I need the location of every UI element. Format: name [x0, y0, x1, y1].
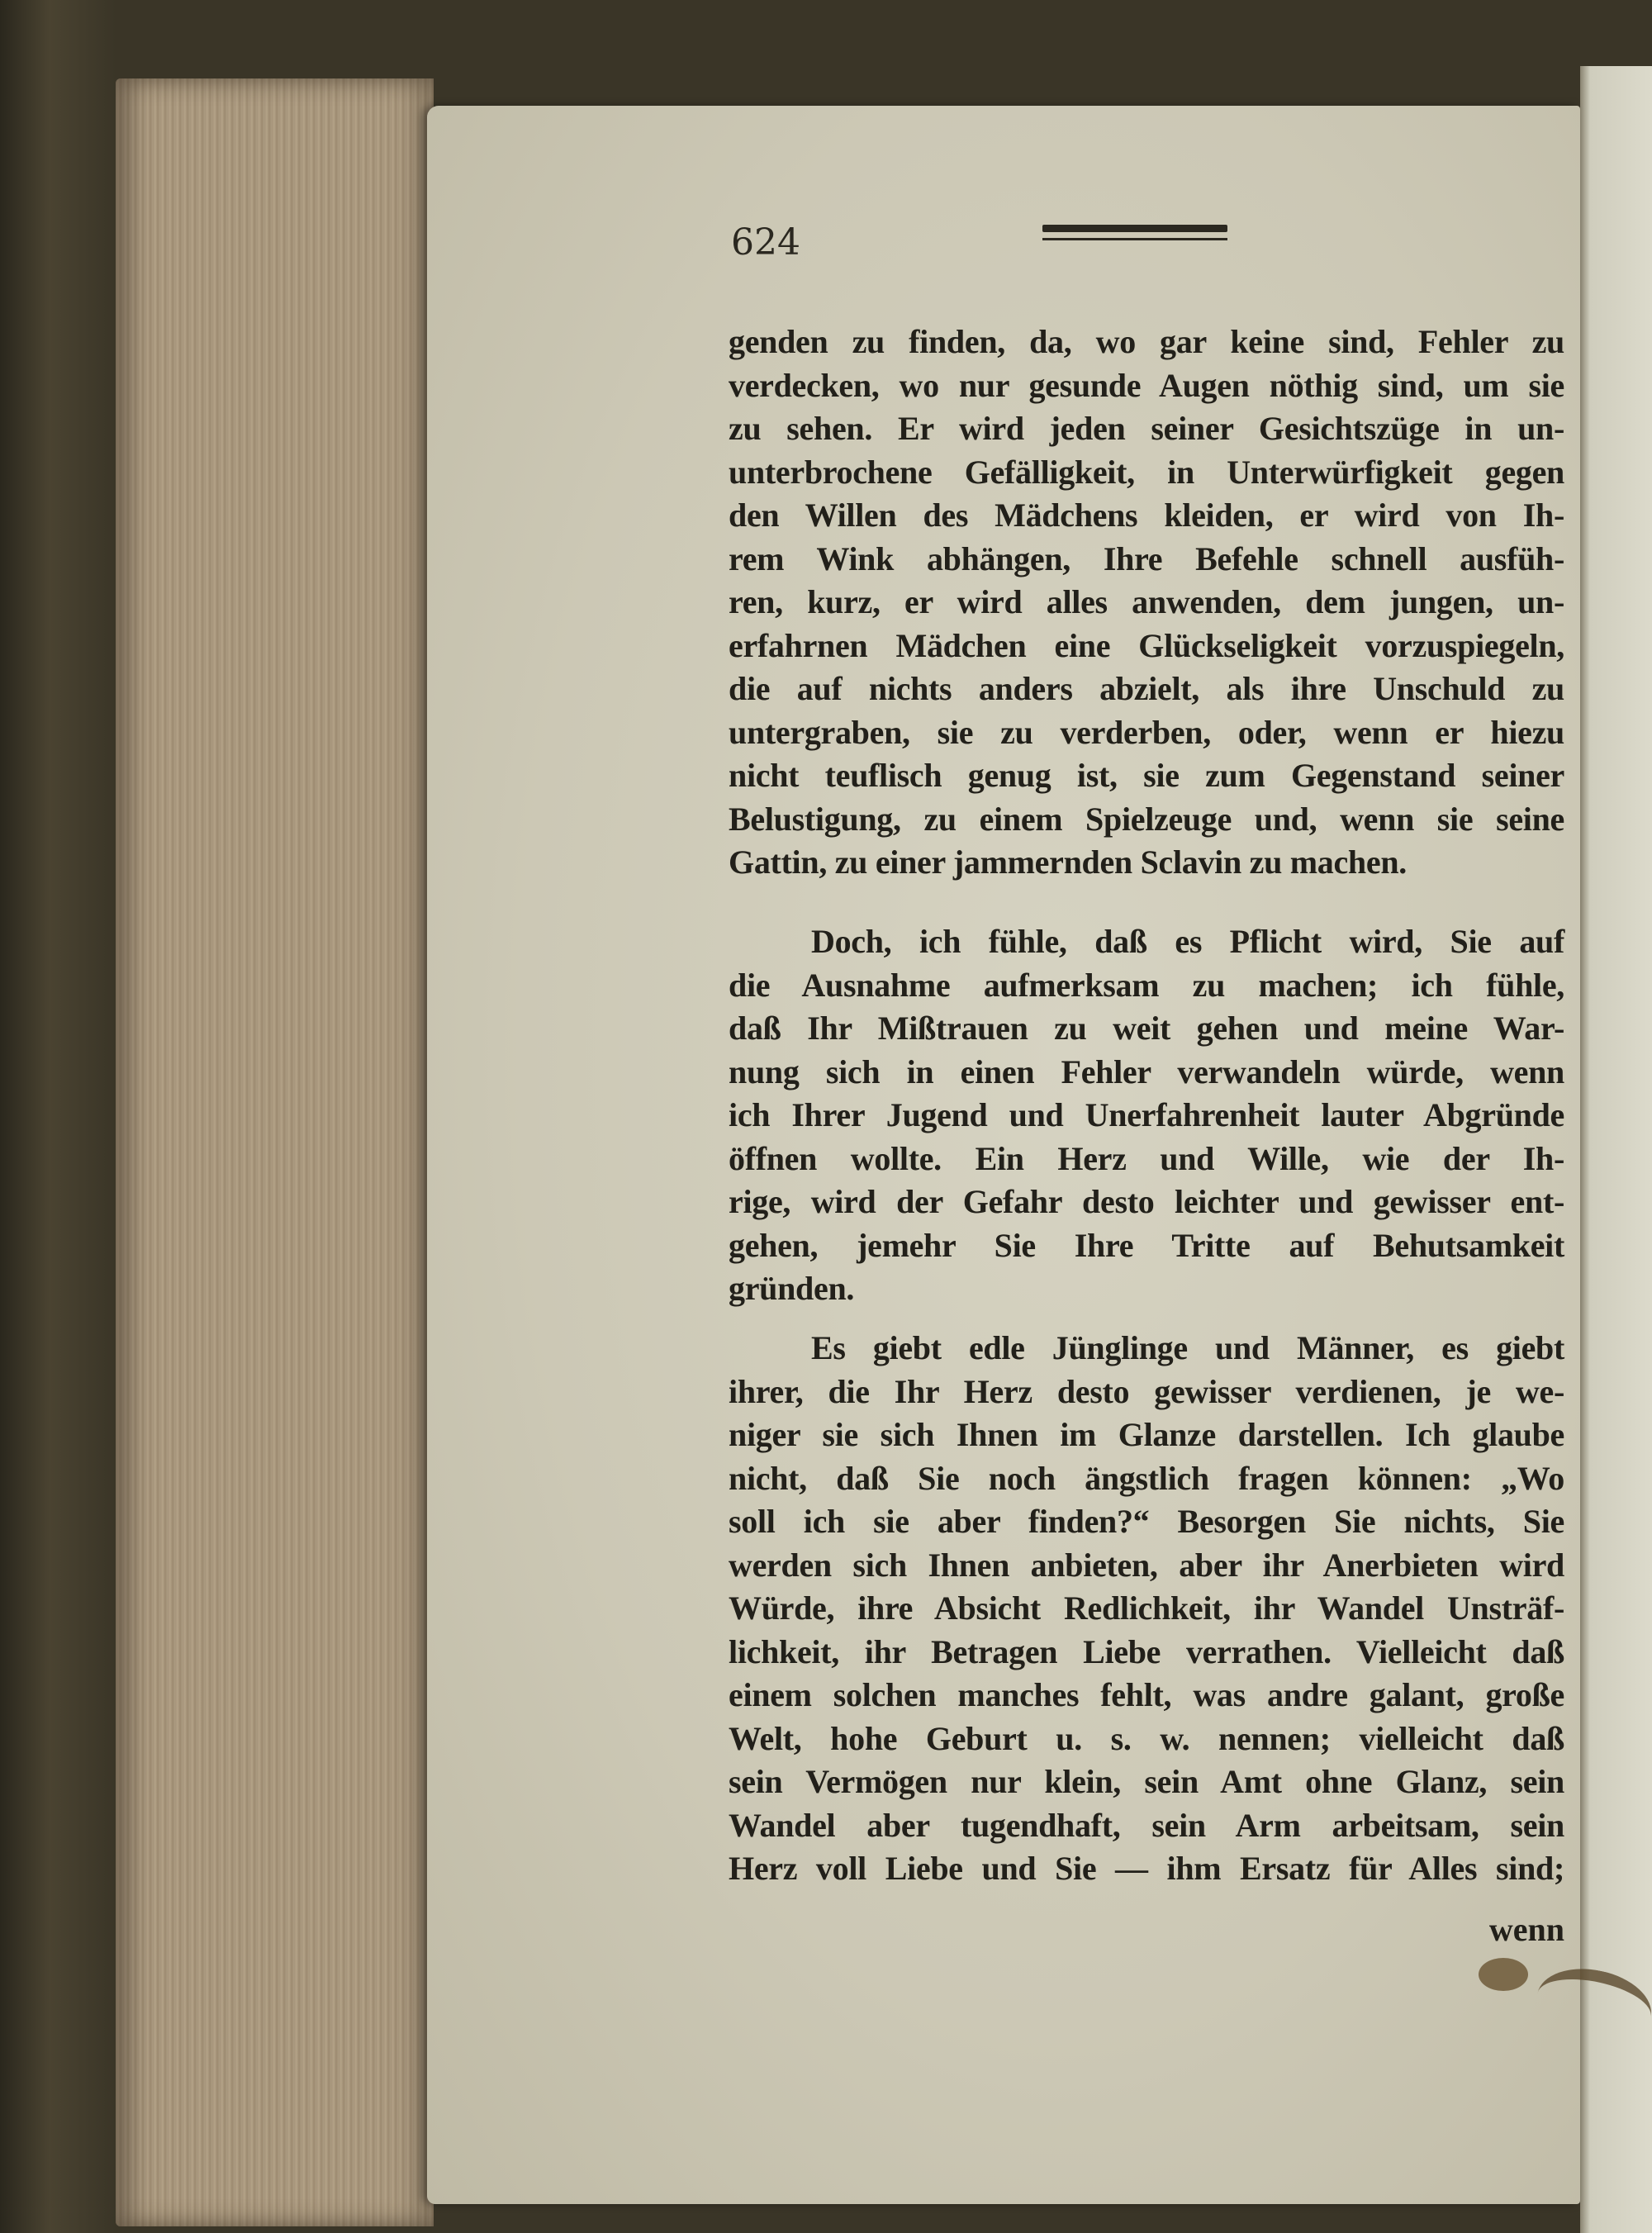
- text-line: untergraben, sie zu verderben, oder, wenn er hiezu: [729, 713, 1564, 751]
- text-line: rem Wink abhängen, Ihre Befehle schnell ausfüh-: [729, 539, 1564, 577]
- ink-stain: [1479, 1958, 1528, 1991]
- text-line: ihrer, die Ihr Herz desto gewisser verdienen, je we-: [729, 1372, 1564, 1410]
- text-line: Welt, hohe Geburt u. s. w. nennen; vielleicht daß: [729, 1719, 1564, 1757]
- text-line: genden zu finden, da, wo gar keine sind, Fehler zu: [729, 323, 1564, 360]
- facing-page-edge: [1580, 66, 1652, 2233]
- text-line: gehen, jemehr Sie Ihre Tritte auf Behutsamkeit: [729, 1226, 1564, 1264]
- text-line: Belustigung, zu einem Spielzeuge und, wenn sie seine: [729, 800, 1564, 838]
- text-line: gründen.: [729, 1270, 855, 1307]
- paragraph-1: [729, 321, 1564, 885]
- book-page-edges: [116, 78, 434, 2226]
- catchword: wenn: [1488, 1911, 1564, 1948]
- text-line: niger sie sich Ihnen im Glanze darstellen. Ich glaube: [729, 1416, 1564, 1453]
- text-line: ren, kurz, er wird alles anwenden, dem jungen, un-: [729, 583, 1564, 620]
- text-line: den Willen des Mädchens kleiden, er wird von Ih-: [729, 496, 1564, 534]
- text-line: Es giebt edle Jünglinge und Männer, es giebt: [811, 1329, 1564, 1366]
- paragraph-3: [729, 1327, 1564, 1891]
- text-line: werden sich Ihnen anbieten, aber ihr Anerbieten wird: [729, 1546, 1564, 1584]
- text-line: zu sehen. Er wird jeden seiner Gesichtszüge in un-: [729, 410, 1564, 447]
- text-line: daß Ihr Mißtrauen zu weit gehen und meine War-: [729, 1010, 1564, 1047]
- header-rule: [1042, 225, 1227, 232]
- text-line: verdecken, wo nur gesunde Augen nöthig sind, um sie: [729, 366, 1564, 404]
- text-line: nung sich in einen Fehler verwandeln würde, wenn: [729, 1052, 1564, 1090]
- text-line: Würde, ihre Absicht Redlichkeit, ihr Wandel Unsträf-: [729, 1589, 1564, 1627]
- text-line: ich Ihrer Jugend und Unerfahrenheit lauter Abgründe: [729, 1096, 1564, 1133]
- text-line: erfahrnen Mädchen eine Glückseligkeit vorzuspiegeln,: [729, 626, 1564, 664]
- text-line: unterbrochene Gefälligkeit, in Unterwürfigkeit gegen: [729, 453, 1564, 491]
- text-line: lichkeit, ihr Betragen Liebe verrathen. Vielleicht daß: [729, 1632, 1564, 1670]
- text-line: einem solchen manches fehlt, was andre galant, große: [729, 1676, 1564, 1713]
- text-line: nicht, daß Sie noch ängstlich fragen können: „Wo: [729, 1459, 1564, 1497]
- text-line: öffnen wollte. Ein Herz und Wille, wie der Ih-: [729, 1139, 1564, 1177]
- text-line: die auf nichts anders abzielt, als ihre Unschuld zu: [729, 670, 1564, 707]
- text-line: die Ausnahme aufmerksam zu machen; ich fühle,: [729, 966, 1564, 1004]
- text-line: Doch, ich fühle, daß es Pflicht wird, Sie auf: [811, 923, 1564, 960]
- text-line: Wandel aber tugendhaft, sein Arm arbeitsam, sein: [729, 1806, 1564, 1844]
- paragraph-2: [729, 920, 1564, 1311]
- text-line: soll ich sie aber finden?“ Besorgen Sie nichts, Sie: [729, 1503, 1564, 1540]
- page-number: 624: [731, 221, 800, 264]
- text-line: Herz voll Liebe und Sie — ihm Ersatz für Alles sind;: [729, 1850, 1564, 1887]
- text-line: Gattin, zu einer jammernden Sclavin zu machen.: [729, 843, 1407, 881]
- text-line: sein Vermögen nur klein, sein Amt ohne Glanz, sein: [729, 1763, 1564, 1800]
- text-line: nicht teuflisch genug ist, sie zum Gegenstand seiner: [729, 757, 1564, 794]
- text-line: rige, wird der Gefahr desto leichter und gewisser ent-: [729, 1183, 1564, 1220]
- header-rule-thin: [1042, 238, 1227, 240]
